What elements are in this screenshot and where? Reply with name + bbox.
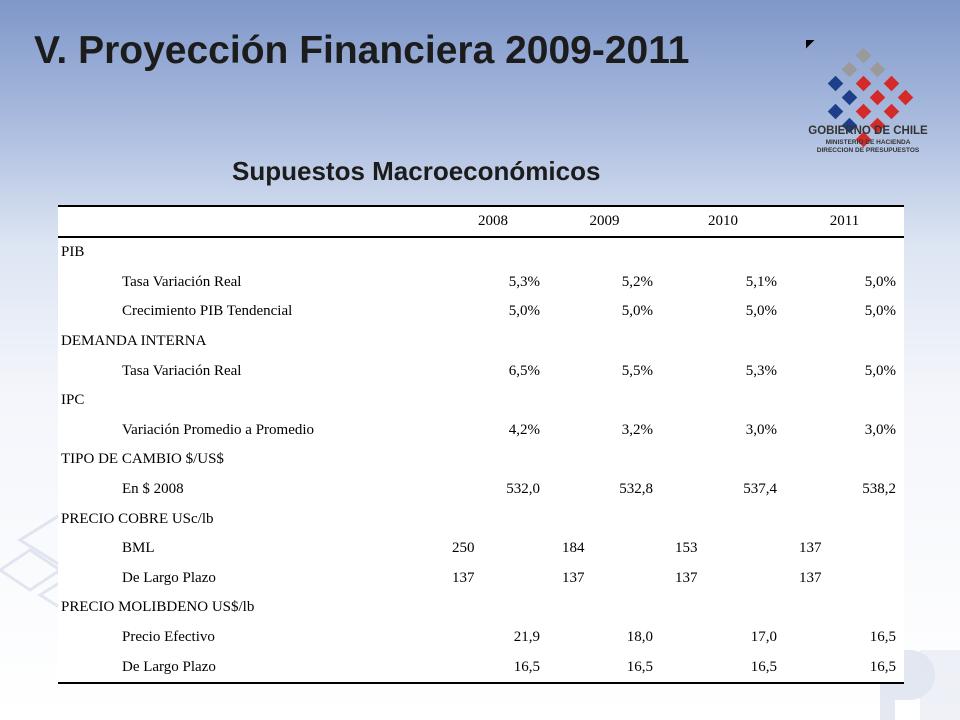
value-cell: 16,5 xyxy=(750,658,777,675)
macro-assumptions-table xyxy=(58,205,904,684)
value-cell xyxy=(548,327,661,357)
section-label: TIPO DE CAMBIO $/US$ xyxy=(61,451,224,468)
row-label: Tasa Variación Real xyxy=(122,362,242,379)
value-cell: 532,0 xyxy=(506,481,540,498)
value-cell: 250 xyxy=(452,540,475,557)
value-cell: 16,5 xyxy=(513,658,540,675)
value-cell: 6,5% xyxy=(508,362,540,379)
row-label: En $ 2008 xyxy=(122,481,184,498)
row-label: Precio Efectivo xyxy=(122,629,215,646)
table-section-row xyxy=(58,237,904,268)
value-cell xyxy=(661,237,785,268)
logo-ministry: MINISTERIO DE HACIENDA xyxy=(825,139,911,146)
value-cell xyxy=(548,386,661,416)
value-cell xyxy=(661,593,785,623)
value-cell: 16,5 xyxy=(869,629,896,646)
value-cell: 532,8 xyxy=(619,481,653,498)
value-cell xyxy=(438,445,548,475)
value-cell xyxy=(438,593,548,623)
value-cell: 137 xyxy=(562,569,585,586)
row-label: Tasa Variación Real xyxy=(122,273,242,290)
table-section-row xyxy=(58,504,904,534)
table-section-row xyxy=(58,593,904,623)
value-cell: 5,3% xyxy=(508,273,540,290)
value-cell: 153 xyxy=(675,540,698,557)
year-header: 2008 xyxy=(438,207,548,237)
value-cell: 3,2% xyxy=(621,421,653,438)
value-cell xyxy=(785,327,904,357)
row-label: Crecimiento PIB Tendencial xyxy=(122,303,293,320)
year-header: 2011 xyxy=(785,207,904,237)
value-cell: 5,1% xyxy=(745,273,777,290)
table-section-row xyxy=(58,327,904,357)
value-cell: 137 xyxy=(799,569,822,586)
table-row xyxy=(58,356,904,386)
value-cell: 5,0% xyxy=(864,362,896,379)
value-cell xyxy=(548,237,661,268)
slide-title: V. Proyección Financiera 2009-2011 xyxy=(34,29,690,72)
value-cell xyxy=(661,386,785,416)
value-cell: 5,5% xyxy=(621,362,653,379)
table-section-row xyxy=(58,386,904,416)
value-cell xyxy=(548,445,661,475)
value-cell: 537,4 xyxy=(743,481,777,498)
year-header: 2009 xyxy=(548,207,661,237)
table-row xyxy=(58,297,904,327)
value-cell: 5,0% xyxy=(864,303,896,320)
table-row xyxy=(58,268,904,298)
value-cell: 21,9 xyxy=(513,629,540,646)
table-row xyxy=(58,416,904,446)
table-row xyxy=(58,652,904,682)
value-cell xyxy=(661,504,785,534)
table-body xyxy=(58,237,904,682)
year-header: 2010 xyxy=(661,207,785,237)
header-label-cell xyxy=(58,207,438,237)
table-row xyxy=(58,475,904,505)
value-cell: 16,5 xyxy=(869,658,896,675)
section-label: PIB xyxy=(61,244,85,261)
value-cell: 5,0% xyxy=(745,303,777,320)
value-cell: 4,2% xyxy=(508,421,540,438)
row-label: De Largo Plazo xyxy=(122,658,216,675)
value-cell xyxy=(438,504,548,534)
section-label: PRECIO COBRE USc/lb xyxy=(61,510,214,527)
value-cell xyxy=(785,504,904,534)
value-cell: 5,3% xyxy=(745,362,777,379)
value-cell xyxy=(548,504,661,534)
header-row xyxy=(58,207,904,237)
value-cell: 137 xyxy=(675,569,698,586)
value-cell: 18,0 xyxy=(626,629,653,646)
section-label: DEMANDA INTERNA xyxy=(61,333,207,350)
value-cell: 5,0% xyxy=(864,273,896,290)
row-label: De Largo Plazo xyxy=(122,569,216,586)
value-cell xyxy=(785,593,904,623)
value-cell: 16,5 xyxy=(626,658,653,675)
section-label: PRECIO MOLIBDENO US$/lb xyxy=(61,599,255,616)
value-cell xyxy=(438,327,548,357)
value-cell xyxy=(438,386,548,416)
logo-name: GOBIERNO DE CHILE xyxy=(808,125,928,137)
value-cell xyxy=(661,445,785,475)
value-cell: 5,2% xyxy=(621,273,653,290)
row-label: BML xyxy=(122,540,155,557)
value-cell: 17,0 xyxy=(750,629,777,646)
table-row xyxy=(58,623,904,653)
logo-subtext xyxy=(806,139,930,154)
value-cell xyxy=(785,445,904,475)
table-row xyxy=(58,534,904,564)
value-cell: 137 xyxy=(452,569,475,586)
value-cell xyxy=(661,327,785,357)
value-cell xyxy=(548,593,661,623)
row-label: Variación Promedio a Promedio xyxy=(122,421,315,438)
table-row xyxy=(58,564,904,594)
section-label: IPC xyxy=(61,392,85,409)
value-cell: 3,0% xyxy=(745,421,777,438)
value-cell: 184 xyxy=(562,540,585,557)
value-cell: 5,0% xyxy=(621,303,653,320)
value-cell: 137 xyxy=(799,540,822,557)
table-subtitle: Supuestos Macroeconómicos xyxy=(232,156,601,186)
value-cell xyxy=(785,386,904,416)
value-cell: 5,0% xyxy=(508,303,540,320)
logo-directorate: DIRECCION DE PRESUPUESTOS xyxy=(816,146,920,154)
value-cell xyxy=(785,237,904,268)
value-cell xyxy=(438,237,548,268)
value-cell: 3,0% xyxy=(864,421,896,438)
value-cell: 538,2 xyxy=(862,481,896,498)
table-section-row xyxy=(58,445,904,475)
